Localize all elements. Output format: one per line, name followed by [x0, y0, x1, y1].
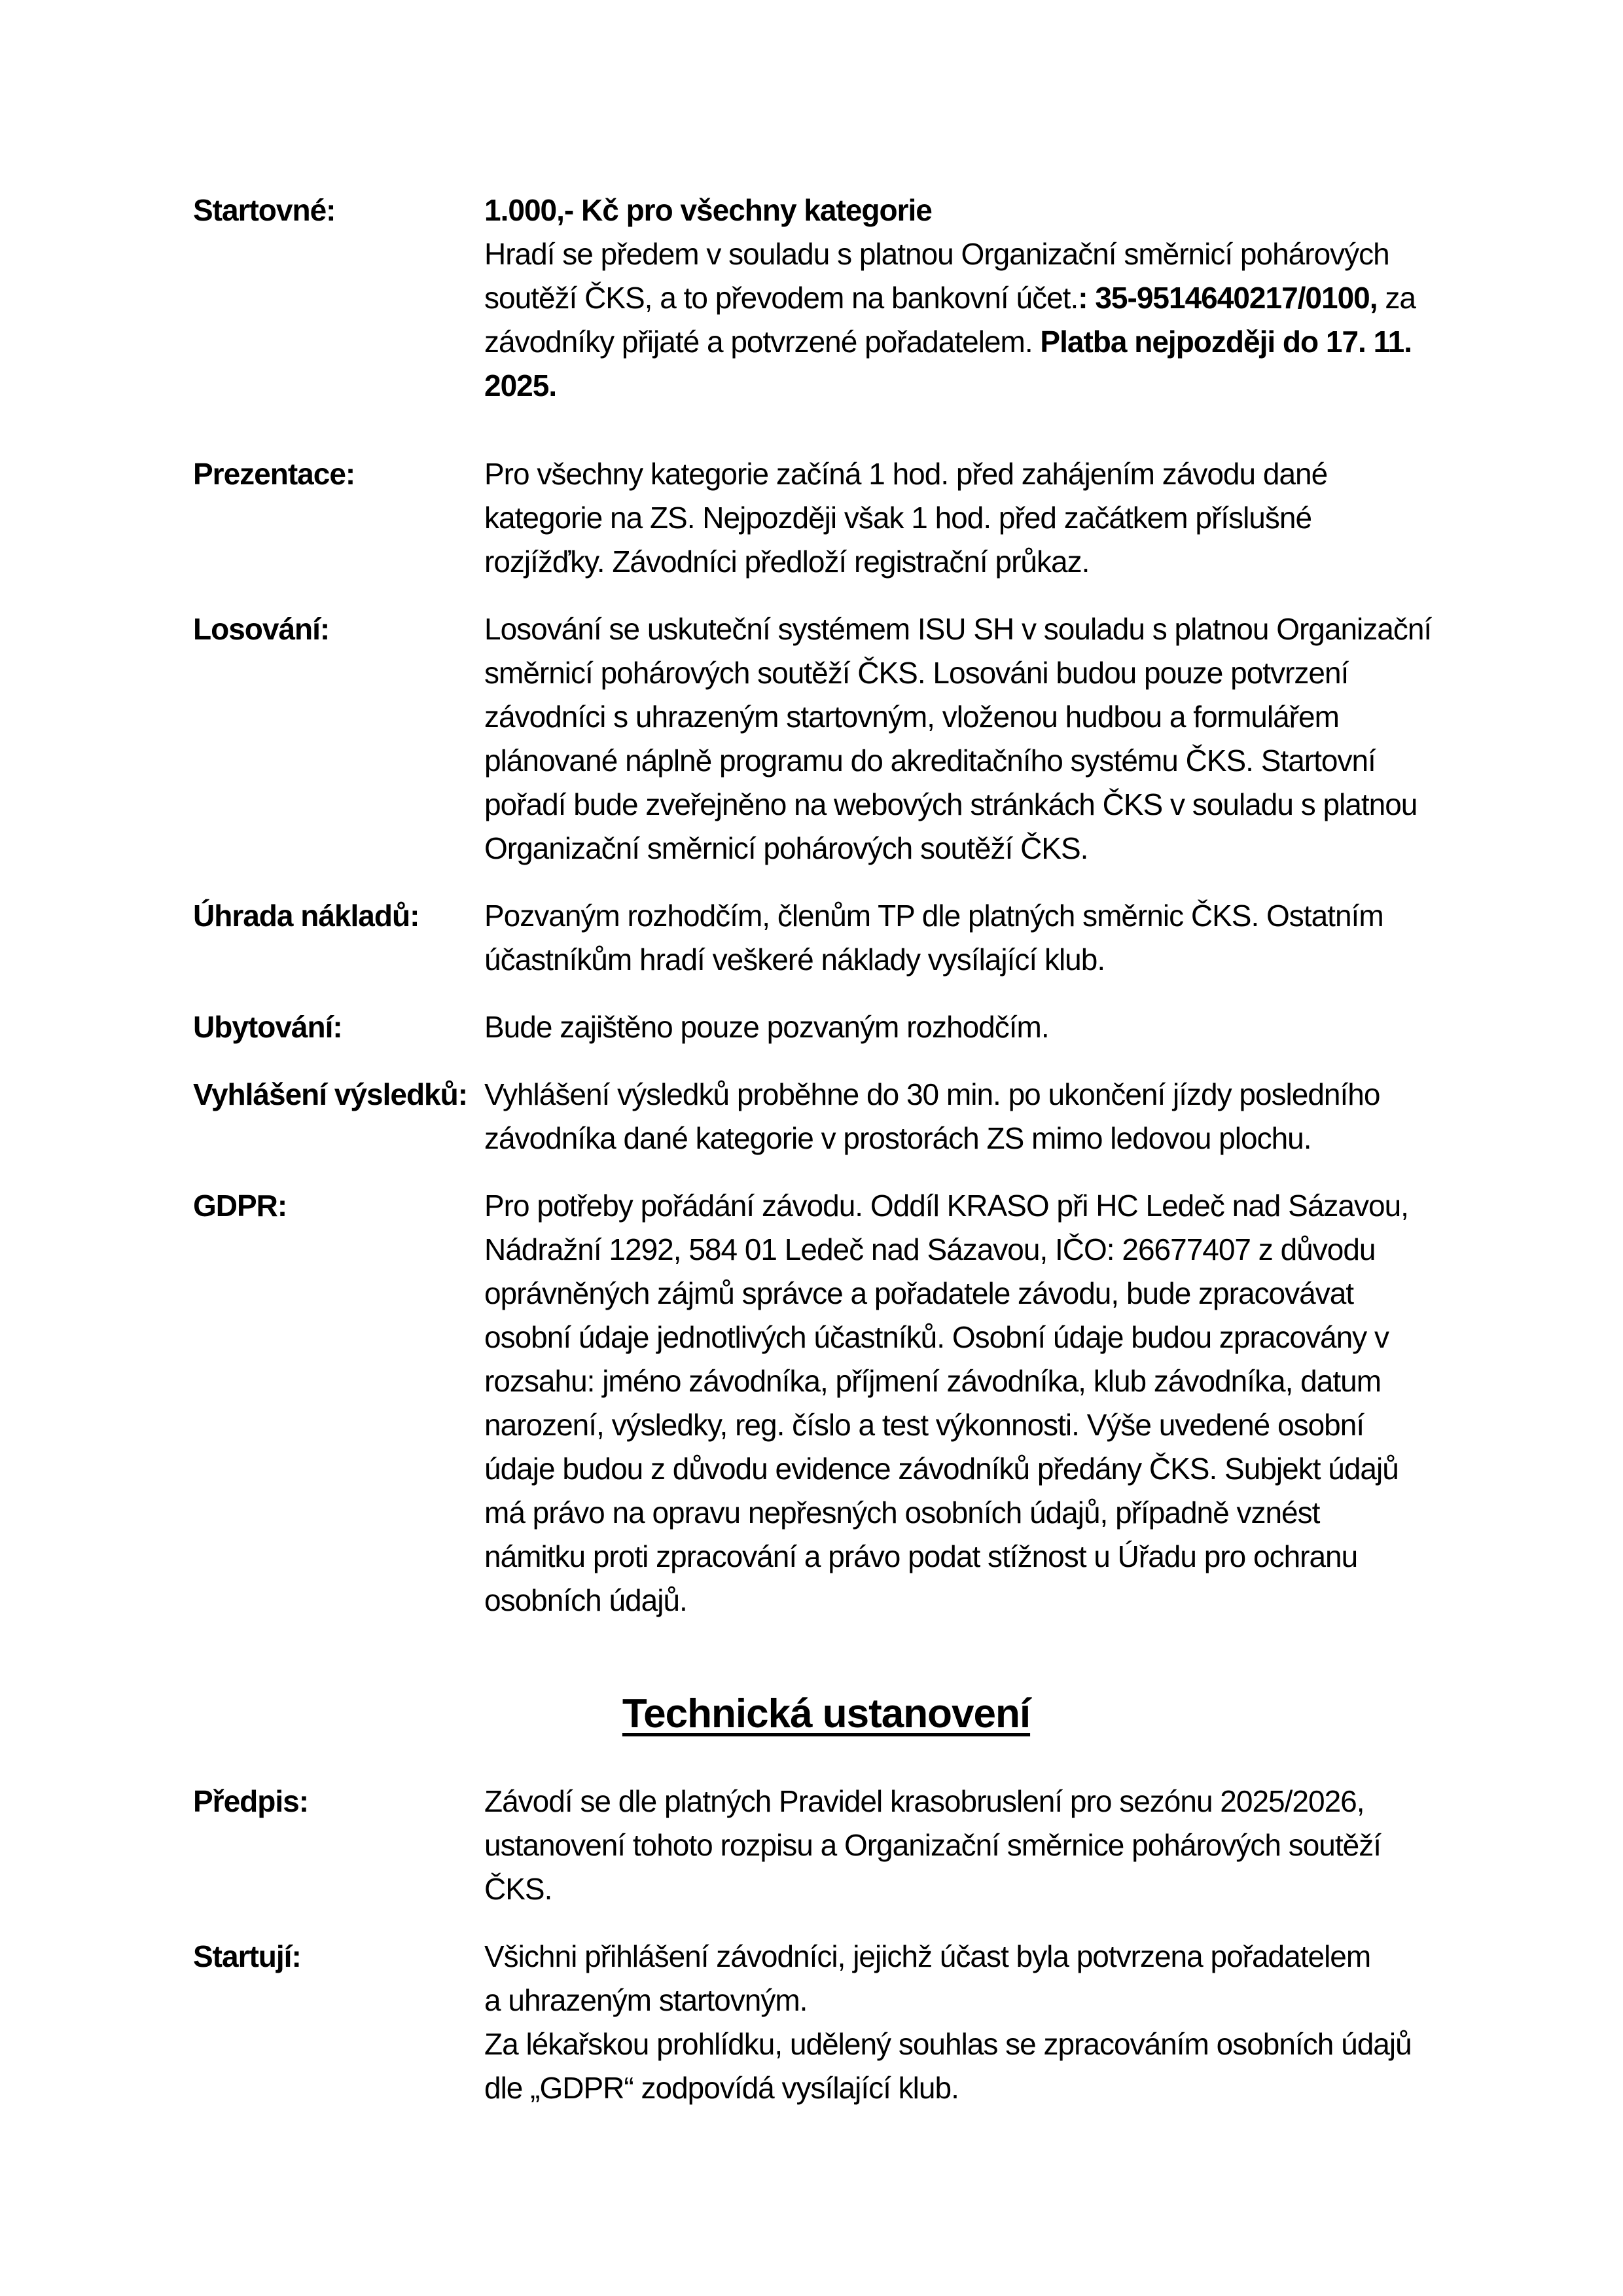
- section-predpis: [193, 1780, 1459, 1911]
- text-line: kategorie na ZS. Nejpozději však 1 hod. před začátkem příslušné: [484, 501, 1312, 535]
- text-line: dle „GDPR“ zodpovídá vysílající klub.: [484, 2071, 959, 2105]
- text-line: údaje budou z důvodu evidence závodníků předány ČKS. Subjekt údajů: [484, 1452, 1399, 1486]
- text-line: Hradí se předem v souladu s platnou Organizační směrnicí pohárových: [484, 237, 1389, 271]
- text-line: pořadí bude zveřejněno na webových stránkách ČKS v souladu s platnou: [484, 787, 1418, 821]
- text-line: Nádražní 1292, 584 01 Ledeč nad Sázavou, IČO: 26677407 z důvodu: [484, 1232, 1376, 1266]
- text-line: [484, 276, 1459, 320]
- text-line: Pro potřeby pořádání závodu. Oddíl KRASO při HC Ledeč nad Sázavou,: [484, 1189, 1408, 1223]
- text-line: [484, 320, 1459, 364]
- text-line: 1.000,- Kč pro všechny kategorie: [484, 193, 932, 227]
- section-body-losovani: [484, 607, 1459, 870]
- section-label-startovne: Startovné:: [193, 193, 336, 227]
- section-body-prezentace: [484, 452, 1459, 584]
- text-line: osobní údaje jednotlivých účastníků. Osobní údaje budou zpracovány v: [484, 1320, 1389, 1354]
- text-line: oprávněných zájmů správce a pořadatele závodu, bude zpracovávat: [484, 1276, 1354, 1310]
- text-line: Pro všechny kategorie začíná 1 hod. před zahájením závodu dané: [484, 457, 1328, 491]
- section-label-vyhlaseni-vysledku: Vyhlášení výsledků:: [193, 1077, 468, 1111]
- section-body-gdpr: [484, 1184, 1459, 1623]
- heading-text: Technická ustanovení: [622, 1691, 1031, 1736]
- text-line: směrnicí pohárových soutěží ČKS. Losováni budou pouze potvrzení: [484, 656, 1349, 690]
- section-body-startuji: [484, 1935, 1459, 2110]
- section-losovani: [193, 607, 1459, 870]
- text-line: osobních údajů.: [484, 1583, 687, 1617]
- section-label-gdpr: GDPR:: [193, 1189, 287, 1223]
- text-line: ustanovení tohoto rozpisu a Organizační směrnice pohárových soutěží: [484, 1828, 1382, 1862]
- section-label-ubytovani: Ubytování:: [193, 1010, 342, 1044]
- section-body-vyhlaseni-vysledku: [484, 1073, 1459, 1160]
- section-body-ubytovani: [484, 1005, 1459, 1049]
- section-body-uhrada-nakladu: [484, 894, 1459, 982]
- text-line: Za lékařskou prohlídku, udělený souhlas se zpracováním osobních údajů: [484, 2027, 1412, 2061]
- text-line: 2025.: [484, 368, 557, 403]
- text-line: závodníka dané kategorie v prostorách ZS mimo ledovou plochu.: [484, 1121, 1311, 1155]
- text-line: rozsahu: jméno závodníka, příjmení závodníka, klub závodníka, datum: [484, 1364, 1382, 1398]
- text-line: narození, výsledky, reg. číslo a test výkonnosti. Výše uvedené osobní: [484, 1408, 1364, 1442]
- section-label-prezentace: Prezentace:: [193, 457, 355, 491]
- text-segment: závodníky přijaté a potvrzené pořadatelem.: [484, 325, 1033, 359]
- section-vyhlaseni-vysledku: [193, 1073, 1459, 1160]
- text-line: ČKS.: [484, 1872, 552, 1906]
- text-line: plánované náplně programu do akreditačního systému ČKS. Startovní: [484, 744, 1376, 778]
- section-startovne: [193, 188, 1459, 408]
- text-line: účastníkům hradí veškeré náklady vysílající klub.: [484, 942, 1105, 977]
- section-prezentace: [193, 452, 1459, 584]
- text-line: Vyhlášení výsledků proběhne do 30 min. po ukončení jízdy posledního: [484, 1077, 1380, 1111]
- text-segment-bold: : 35-9514640217/0100,: [1078, 281, 1378, 315]
- section-ubytovani: [193, 1005, 1459, 1049]
- text-line: Losování se uskuteční systémem ISU SH v souladu s platnou Organizační: [484, 612, 1432, 646]
- text-line: má právo na opravu nepřesných osobních údajů, případně vznést: [484, 1496, 1320, 1530]
- text-segment-bold: Platba nejpozději do 17. 11.: [1032, 325, 1412, 359]
- text-line: rozjížďky. Závodníci předloží registrační průkaz.: [484, 545, 1090, 579]
- text-line: Všichni přihlášení závodníci, jejichž účast byla potvrzena pořadatelem: [484, 1939, 1371, 1973]
- text-segment: za: [1377, 281, 1416, 315]
- section-gdpr: [193, 1184, 1459, 1623]
- text-line: Závodí se dle platných Pravidel krasobruslení pro sezónu 2025/2026,: [484, 1784, 1364, 1818]
- section-startuji: [193, 1935, 1459, 2110]
- text-line: a uhrazeným startovným.: [484, 1983, 808, 2017]
- section-label-predpis: Předpis:: [193, 1784, 309, 1818]
- section-body-predpis: [484, 1780, 1459, 1911]
- text-line: závodníci s uhrazeným startovným, vloženou hudbou a formulářem: [484, 700, 1339, 734]
- section-label-losovani: Losování:: [193, 612, 330, 646]
- section-uhrada-nakladu: [193, 894, 1459, 982]
- text-line: námitku proti zpracování a právo podat stížnost u Úřadu pro ochranu: [484, 1539, 1358, 1573]
- text-line: Organizační směrnicí pohárových soutěží ČKS.: [484, 831, 1088, 865]
- text-line: Bude zajištěno pouze pozvaným rozhodčím.: [484, 1010, 1049, 1044]
- text-line: Pozvaným rozhodčím, členům TP dle platných směrnic ČKS. Ostatním: [484, 899, 1383, 933]
- section-label-startuji: Startují:: [193, 1939, 301, 1973]
- section-label-uhrada-nakladu: Úhrada nákladů:: [193, 899, 419, 933]
- section-body-startovne: [484, 188, 1459, 408]
- page-heading-technicka-ustanoveni: [193, 1688, 1459, 1740]
- text-segment: soutěží ČKS, a to převodem na bankovní účet.: [484, 281, 1079, 315]
